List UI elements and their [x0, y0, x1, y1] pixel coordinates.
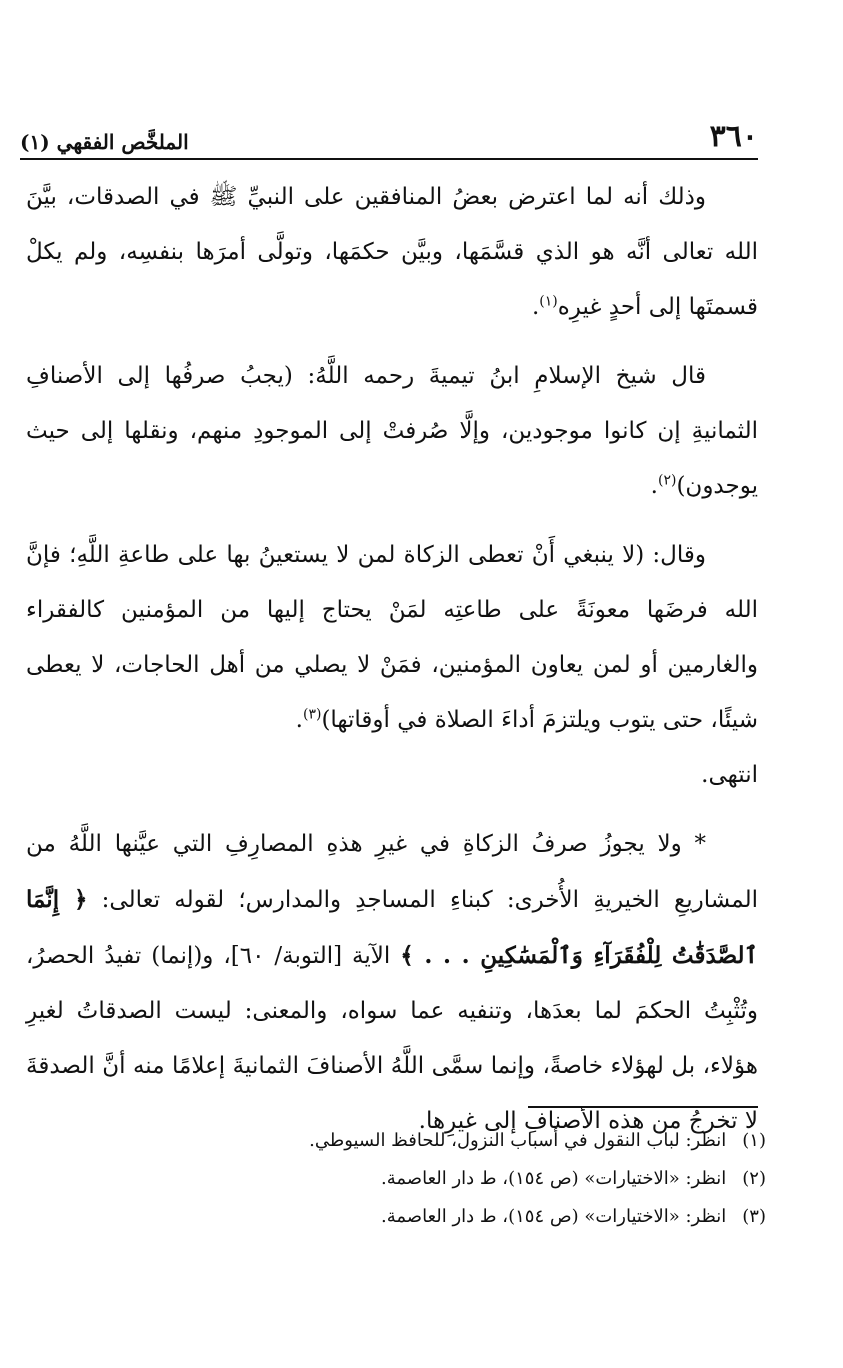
paragraph-text: وقال: (لا ينبغي أَنْ تعطى الزكاة لمن لا يستعينُ بها على طاعةِ اللَّهِ؛ فإنَّ الله فرضَها معونَةً على طاعتِه لمَنْ يحتاج إليها من المؤمنين كالفقراء والغارمين أو لمن يعاون المؤمنين، فمَنْ لا يصلي من أهل الحاجات، لا يعطى شيئًا، حتى يتوب ويلتزمَ أداءَ الصلاة في أوقاتها) [26, 542, 758, 733]
footnotes [26, 1122, 766, 1236]
paragraph-end: . [650, 473, 658, 499]
footnote-divider [528, 1106, 758, 1108]
footnote-1 [26, 1122, 766, 1160]
page-number: ٣٦٠ [709, 119, 758, 154]
paragraph-text: وذلك أنه لما اعترض بعضُ المنافقين على النبيِّ ﷺ في الصدقات، بيَّنَ الله تعالى أنَّه هو الذي قسَّمَها، وبيَّن حكمَها، وتولَّى أمرَها بنفسِه، ولم يكلْ قسمتَها إلى أحدٍ غيرِه [26, 184, 758, 320]
footnote-text: انظر: لباب النقول في أسباب النزول، للحافظ السيوطي. [309, 1130, 727, 1151]
footnote-number: (١) [742, 1130, 766, 1151]
paragraph-text: قال شيخ الإسلامِ ابنُ تيميةَ رحمه اللَّهُ: (يجبُ صرفُها إلى الأصنافِ الثمانيةِ إن كانوا موجودين، وإلَّا صُرفتْ إلى الموجودِ منهم، ونقلها إلى حيث يوجدون) [26, 363, 758, 499]
footnote-3 [26, 1198, 766, 1236]
footnote-ref-2: (٢) [657, 472, 677, 489]
footnote-ref-1: (١) [539, 293, 558, 310]
footnote-text: انظر: «الاختيارات» (ص ١٥٤)، ط دار العاصمة. [381, 1168, 727, 1189]
footnote-text: انظر: «الاختيارات» (ص ١٥٤)، ط دار العاصمة. [381, 1206, 727, 1227]
paragraph-tail: الآية [التوبة/ ٦٠]، و(إنما) تفيدُ الحصرُ، وتُثْبِتُ الحكمَ لما بعدَها، وتنفيه عما سواه، والمعنى: ليست الصدقاتُ لغيرِ هؤلاء، بل لهؤلاء خاصةً، وإنما سمَّى اللَّهُ الأصنافَ الثمانيةَ إعلامًا منه أنَّ الصدقةَ لا تخرجُ من هذه الأصنافِ إلى غيرِها. [26, 943, 758, 1134]
paragraph-2 [26, 349, 758, 514]
closing-word: انتهى. [701, 762, 758, 788]
paragraph-3 [26, 528, 758, 748]
paragraph-lead: * ولا يجوزُ صرفُ الزكاةِ في غيرِ هذهِ المصارِفِ التي عيَّنها اللَّهُ من المشاريعِ الخيريةِ الأُخرى: كبناءِ المساجدِ والمدارس؛ لقوله تعالى: [26, 831, 758, 913]
footnote-number: (٣) [742, 1206, 766, 1227]
quran-verse: ﴿ إِنَّمَا ٱلصَّدَقَٰتُ لِلْفُقَرَآءِ وَٱلْمَسَٰكِينِ . . . ﴾ [26, 886, 759, 969]
paragraph-end: . [295, 707, 303, 733]
page-header [20, 112, 758, 160]
footnote-ref-3: (٣) [302, 706, 322, 723]
book-title: الملخَّص الفقهي (١) [20, 130, 189, 154]
paragraph-4 [26, 817, 758, 1149]
footnote-number: (٢) [742, 1168, 766, 1189]
paragraph-end: . [531, 294, 540, 320]
main-text [26, 170, 758, 1163]
footnote-2 [26, 1160, 766, 1198]
paragraph-1 [26, 170, 758, 335]
